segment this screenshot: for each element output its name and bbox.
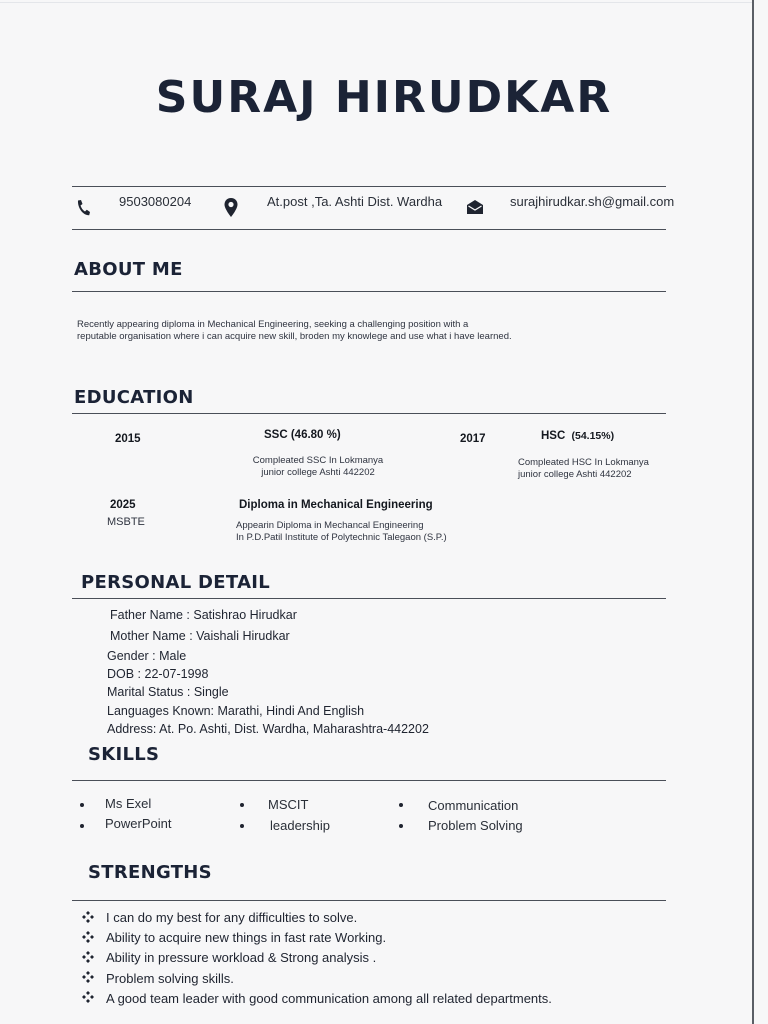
education-divider xyxy=(72,413,666,414)
skill-item: leadership xyxy=(270,818,330,833)
ssc-line-1: Compleated SSC In Lokmanya xyxy=(252,455,384,466)
strength-item: A good team leader with good communication among all related departments. xyxy=(106,991,552,1006)
contact-address: At.post ,Ta. Ashti Dist. Wardha xyxy=(267,194,443,209)
father-name: Father Name : Satishrao Hirudkar xyxy=(110,608,297,622)
diamond-bullet-icon xyxy=(82,951,94,963)
diploma-description xyxy=(236,520,447,544)
contact-top-divider xyxy=(72,186,666,187)
mother-name: Mother Name : Vaishali Hirudkar xyxy=(110,629,290,643)
strength-item: Ability in pressure workload & Strong analysis . xyxy=(106,950,377,965)
about-line-1: Recently appearing diploma in Mechanical Engineering, seeking a challenging position with a xyxy=(77,319,469,330)
diamond-bullet-icon xyxy=(82,991,94,1003)
personal-heading: PERSONAL DETAIL xyxy=(81,572,271,593)
contact-bottom-divider xyxy=(72,229,666,230)
about-heading: ABOUT ME xyxy=(74,259,183,280)
education-heading: EDUCATION xyxy=(74,387,194,408)
skill-item: PowerPoint xyxy=(105,816,172,831)
skill-item: MSCIT xyxy=(268,797,309,812)
diploma-line-1: Appearin Diploma in Mechancal Engineering xyxy=(236,520,424,531)
strength-item: I can do my best for any difficulties to solve. xyxy=(106,910,358,925)
about-divider xyxy=(72,291,666,292)
hsc-title-group xyxy=(541,430,614,442)
diploma-board: MSBTE xyxy=(107,516,145,528)
location-pin-icon xyxy=(223,197,239,219)
hsc-description xyxy=(518,457,649,481)
diamond-bullet-icon xyxy=(82,911,94,923)
personal-divider xyxy=(72,598,666,599)
ssc-description xyxy=(239,455,397,479)
skills-divider xyxy=(72,780,666,781)
phone-number: 9503080204 xyxy=(119,194,192,209)
hsc-line-2: junior college Ashti 442202 xyxy=(518,469,632,480)
envelope-icon xyxy=(466,199,484,215)
languages-known: Languages Known: Marathi, Hindi And English xyxy=(107,704,365,718)
gender: Gender : Male xyxy=(107,649,187,663)
skill-item: Problem Solving xyxy=(428,818,523,833)
hsc-line-1: Compleated HSC In Lokmanya xyxy=(518,457,649,468)
strength-item: Ability to acquire new things in fast rate Working. xyxy=(106,930,387,945)
skill-item: Communication xyxy=(428,798,519,813)
personal-address: Address: At. Po. Ashti, Dist. Wardha, Maharashtra-442202 xyxy=(107,722,429,736)
ssc-title: SSC (46.80 %) xyxy=(264,429,341,441)
skill-bullet xyxy=(80,824,84,828)
hsc-title: HSC xyxy=(541,430,566,442)
skill-bullet xyxy=(240,824,244,828)
skill-bullet xyxy=(240,803,244,807)
email-address: surajhirudkar.sh@gmail.com xyxy=(510,194,675,209)
skill-bullet xyxy=(80,803,84,807)
strength-item: Problem solving skills. xyxy=(106,971,234,986)
phone-icon xyxy=(75,199,91,217)
diploma-year: 2025 xyxy=(110,499,136,511)
diploma-line-2: In P.D.Patil Institute of Polytechnic Talegaon (S.P.) xyxy=(236,532,447,543)
top-border xyxy=(0,2,752,3)
hsc-percent: (54.15%) xyxy=(571,430,615,442)
strengths-heading: STRENGTHS xyxy=(88,862,212,883)
diamond-bullet-icon xyxy=(82,971,94,983)
about-text xyxy=(77,319,637,343)
date-of-birth: DOB : 22-07-1998 xyxy=(107,667,209,681)
strengths-divider xyxy=(72,900,666,901)
right-border xyxy=(752,0,754,1024)
about-line-2: reputable organisation where i can acquire new skill, broden my knowlege and use what i have learned. xyxy=(77,331,512,342)
candidate-name: SURAJ HIRUDKAR xyxy=(155,72,613,123)
diamond-bullet-icon xyxy=(82,931,94,943)
skill-bullet xyxy=(399,803,403,807)
ssc-year: 2015 xyxy=(115,433,141,445)
diploma-title: Diploma in Mechanical Engineering xyxy=(239,499,433,511)
skill-item: Ms Exel xyxy=(105,796,152,811)
ssc-line-2: junior college Ashti 442202 xyxy=(261,467,375,478)
hsc-year: 2017 xyxy=(460,433,486,445)
skill-bullet xyxy=(399,824,403,828)
marital-status: Marital Status : Single xyxy=(107,685,229,699)
skills-heading: SKILLS xyxy=(88,744,160,765)
